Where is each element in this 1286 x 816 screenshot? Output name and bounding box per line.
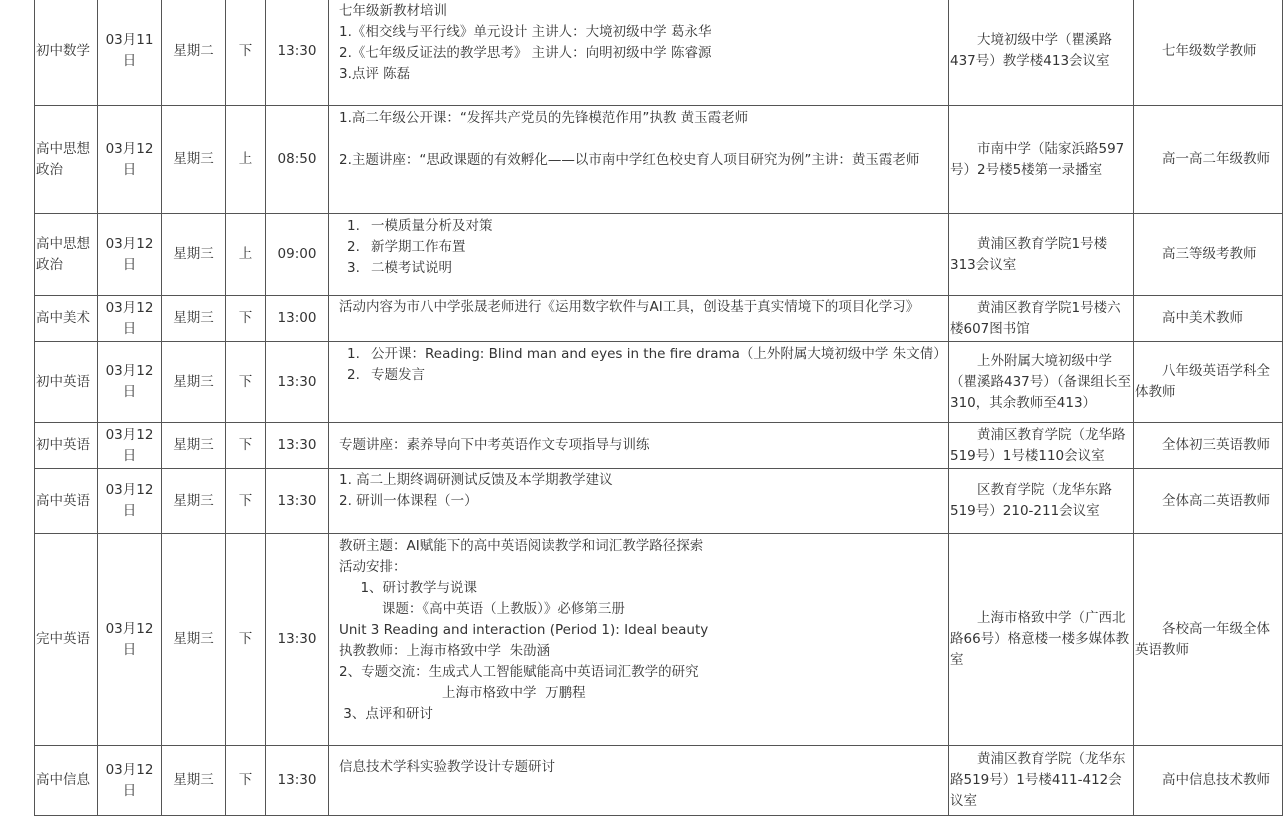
half-day-cell: 下 xyxy=(226,746,266,816)
content-line xyxy=(339,129,947,150)
content-line: Unit 3 Reading and interaction (Period 1): Ideal beauty xyxy=(339,622,709,638)
audience-cell: 七年级数学教师 xyxy=(1134,0,1283,106)
location-cell: 黄浦区教育学院1号楼313会议室 xyxy=(949,214,1134,296)
weekday-cell: 星期三 xyxy=(162,214,226,296)
location-cell: 区教育学院（龙华东路519号）210-211会议室 xyxy=(949,469,1134,534)
location-cell: 上外附属大境初级中学（瞿溪路437号）（备课组长至310，其余教师至413） xyxy=(949,342,1134,423)
audience-cell: 八年级英语学科全体教师 xyxy=(1134,342,1283,423)
time-cell: 13:30 xyxy=(266,534,329,746)
content-cell xyxy=(329,469,949,534)
table-row xyxy=(35,534,1283,746)
content-line: 课题：《高中英语（上教版）》必修第三册 xyxy=(339,601,625,617)
content-line: 1. 高二上期终调研测试反馈及本学期教学建议 xyxy=(339,472,613,488)
location-cell: 上海市格致中学（广西北路66号）格意楼一楼多媒体教室 xyxy=(949,534,1134,746)
date-cell: 03月12日 xyxy=(98,214,162,296)
time-cell: 13:30 xyxy=(266,423,329,469)
subject-cell: 高中美术 xyxy=(35,296,98,342)
list-item: 1. 一模质量分析及对策 xyxy=(347,218,493,234)
location-cell: 黄浦区教育学院1号楼六楼607图书馆 xyxy=(949,296,1134,342)
half-day-cell: 上 xyxy=(226,214,266,296)
subject-cell: 高中思想政治 xyxy=(35,106,98,214)
content-line: 2、专题交流：生成式人工智能赋能高中英语词汇教学的研究 xyxy=(339,664,699,680)
half-day-cell: 下 xyxy=(226,342,266,423)
date-cell: 03月12日 xyxy=(98,469,162,534)
time-cell: 09:00 xyxy=(266,214,329,296)
date-cell: 03月12日 xyxy=(98,296,162,342)
content-line: 1.高二年级公开课：“发挥共产党员的先锋模范作用”执教 黄玉霞老师 xyxy=(339,110,749,126)
date-cell: 03月12日 xyxy=(98,106,162,214)
weekday-cell: 星期三 xyxy=(162,423,226,469)
content-line: 3.点评 陈磊 xyxy=(339,66,411,82)
content-cell xyxy=(329,423,949,469)
weekday-cell: 星期三 xyxy=(162,534,226,746)
table-row xyxy=(35,342,1283,423)
audience-cell: 高三等级考教师 xyxy=(1134,214,1283,296)
content-line: 活动安排： xyxy=(339,559,407,575)
time-cell: 13:30 xyxy=(266,342,329,423)
date-cell: 03月11日 xyxy=(98,0,162,106)
subject-cell: 初中英语 xyxy=(35,423,98,469)
table-row xyxy=(35,106,1283,214)
table-row xyxy=(35,214,1283,296)
half-day-cell: 上 xyxy=(226,106,266,214)
schedule-table xyxy=(34,0,1283,816)
subject-cell: 高中信息 xyxy=(35,746,98,816)
content-line: 1、研讨教学与说课 xyxy=(339,580,478,596)
content-line: 上海市格致中学 万鹏程 xyxy=(339,685,586,701)
subject-cell: 初中数学 xyxy=(35,0,98,106)
content-cell xyxy=(329,296,949,342)
location-cell: 黄浦区教育学院（龙华路519号）1号楼110会议室 xyxy=(949,423,1134,469)
subject-cell: 高中思想政治 xyxy=(35,214,98,296)
table-row xyxy=(35,296,1283,342)
content-line: 2.《七年级反证法的教学思考》 主讲人：向明初级中学 陈睿源 xyxy=(339,45,712,61)
content-cell xyxy=(329,342,949,423)
half-day-cell: 下 xyxy=(226,534,266,746)
table-row xyxy=(35,0,1283,106)
list-item: 2. 专题发言 xyxy=(347,367,425,383)
table-row xyxy=(35,423,1283,469)
content-line: 七年级新教材培训 xyxy=(339,3,447,19)
location-cell: 市南中学（陆家浜路597号）2号楼5楼第一录播室 xyxy=(949,106,1134,214)
half-day-cell: 下 xyxy=(226,423,266,469)
content-cell xyxy=(329,106,949,214)
content-line: 教研主题：AI赋能下的高中英语阅读教学和词汇教学路径探索 xyxy=(339,538,704,554)
audience-cell: 高中信息技术教师 xyxy=(1134,746,1283,816)
subject-cell: 初中英语 xyxy=(35,342,98,423)
table-row xyxy=(35,469,1283,534)
list-item: 1. 公开课：Reading: Blind man and eyes in the fire drama（上外附属大境初级中学 朱文倩） xyxy=(347,346,947,362)
content-line: 1.《相交线与平行线》单元设计 主讲人：大境初级中学 葛永华 xyxy=(339,24,712,40)
audience-cell: 全体高二英语教师 xyxy=(1134,469,1283,534)
audience-cell: 各校高一年级全体英语教师 xyxy=(1134,534,1283,746)
content-line: 专题讲座：素养导向下中考英语作文专项指导与训练 xyxy=(339,437,650,453)
half-day-cell: 下 xyxy=(226,0,266,106)
time-cell: 08:50 xyxy=(266,106,329,214)
content-line: 执教教师：上海市格致中学 朱劭涵 xyxy=(339,643,551,659)
list-item: 2. 新学期工作布置 xyxy=(347,239,466,255)
table-row xyxy=(35,746,1283,816)
time-cell: 13:30 xyxy=(266,469,329,534)
content-line: 2.主题讲座：“思政课题的有效孵化——以市南中学红色校史育人项目研究为例”主讲：黄玉霞老师 xyxy=(339,152,920,168)
audience-cell: 高一高二年级教师 xyxy=(1134,106,1283,214)
content-cell xyxy=(329,214,949,296)
location-cell: 黄浦区教育学院（龙华东路519号）1号楼411-412会议室 xyxy=(949,746,1134,816)
subject-cell: 高中英语 xyxy=(35,469,98,534)
date-cell: 03月12日 xyxy=(98,423,162,469)
location-cell: 大境初级中学（瞿溪路437号）教学楼413会议室 xyxy=(949,0,1134,106)
date-cell: 03月12日 xyxy=(98,342,162,423)
content-line: 活动内容为市八中学张晟老师进行《运用数字软件与AI工具，创设基于真实情境下的项目化学习》 xyxy=(339,299,920,315)
audience-cell: 全体初三英语教师 xyxy=(1134,423,1283,469)
time-cell: 13:30 xyxy=(266,746,329,816)
content-line: 2. 研训一体课程（一） xyxy=(339,493,478,509)
weekday-cell: 星期二 xyxy=(162,0,226,106)
half-day-cell: 下 xyxy=(226,469,266,534)
time-cell: 13:30 xyxy=(266,0,329,106)
weekday-cell: 星期三 xyxy=(162,342,226,423)
weekday-cell: 星期三 xyxy=(162,106,226,214)
content-line: 信息技术学科实验教学设计专题研讨 xyxy=(339,759,555,775)
weekday-cell: 星期三 xyxy=(162,296,226,342)
date-cell: 03月12日 xyxy=(98,746,162,816)
content-cell xyxy=(329,534,949,746)
content-cell xyxy=(329,0,949,106)
weekday-cell: 星期三 xyxy=(162,746,226,816)
audience-cell: 高中美术教师 xyxy=(1134,296,1283,342)
time-cell: 13:00 xyxy=(266,296,329,342)
content-line: 3、点评和研讨 xyxy=(339,706,433,722)
subject-cell: 完中英语 xyxy=(35,534,98,746)
half-day-cell: 下 xyxy=(226,296,266,342)
content-cell xyxy=(329,746,949,816)
date-cell: 03月12日 xyxy=(98,534,162,746)
weekday-cell: 星期三 xyxy=(162,469,226,534)
list-item: 3. 二模考试说明 xyxy=(347,260,452,276)
